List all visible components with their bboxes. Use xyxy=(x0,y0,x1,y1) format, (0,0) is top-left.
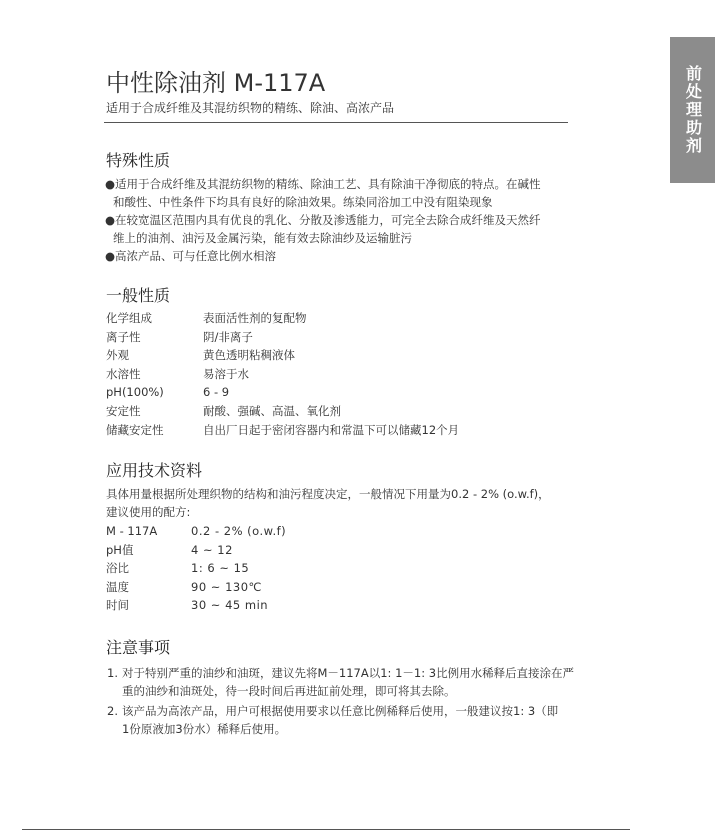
property-label: 外观 xyxy=(106,348,129,362)
property-value: 黄色透明粘稠液体 xyxy=(203,348,295,362)
property-value: 阴/非离子 xyxy=(203,330,253,344)
note-line: 1份原液加3份水）稀释后使用。 xyxy=(122,722,287,736)
property-label: 离子性 xyxy=(106,330,141,344)
recipe-value: 90 ~ 130℃ xyxy=(191,580,262,594)
recipe-value: 30 ~ 45 min xyxy=(191,598,269,612)
recipe-value: 1: 6 ~ 15 xyxy=(191,561,250,575)
property-label: pH(100%) xyxy=(106,385,164,399)
page-subtitle: 适用于合成纤维及其混纺织物的精练、除油、高浓产品 xyxy=(106,101,395,115)
special-line: 维上的油剂、油污及金属污染，能有效去除油纱及运输脏污 xyxy=(113,231,412,245)
section-heading-notes: 注意事项 xyxy=(106,638,171,657)
page-title: 中性除油剂 M-117A xyxy=(106,69,326,97)
special-line: 和酸性、中性条件下均具有良好的除油效果。练染同浴加工中没有阻染现象 xyxy=(113,195,493,209)
section-heading-general: 一般性质 xyxy=(106,286,171,305)
property-value: 易溶于水 xyxy=(203,367,249,381)
property-value: 表面活性剂的复配物 xyxy=(203,311,307,325)
special-line: ●适用于合成纤维及其混纺织物的精练、除油工艺、具有除油干净彻底的特点。在碱性 xyxy=(105,177,541,191)
special-line: ●高浓产品、可与任意比例水相溶 xyxy=(105,249,277,263)
property-label: 安定性 xyxy=(106,404,141,418)
recipe-value: 4 ~ 12 xyxy=(191,543,233,557)
application-intro: 建议使用的配方: xyxy=(106,505,191,519)
property-value: 6 - 9 xyxy=(203,385,230,399)
recipe-label: 时间 xyxy=(106,598,129,612)
property-value: 耐酸、强碱、高温、氧化剂 xyxy=(203,404,341,418)
note-line: 对于特别严重的油纱和油斑，建议先将M－117A以1: 1－1: 3比例用水稀释后直接涂在严 xyxy=(122,666,575,680)
section-heading-special: 特殊性质 xyxy=(106,151,171,170)
recipe-label: pH值 xyxy=(106,543,134,557)
title-divider xyxy=(104,122,568,123)
application-intro: 具体用量根据所处理织物的结构和油污程度决定，一般情况下用量为0.2 - 2% (o.w.f)， xyxy=(106,487,550,501)
recipe-label: 浴比 xyxy=(106,561,129,575)
footer-divider xyxy=(22,829,630,830)
recipe-value: 0.2 - 2% (o.w.f) xyxy=(191,524,287,538)
note-number: 2. xyxy=(107,704,118,718)
note-number: 1. xyxy=(107,666,118,680)
property-label: 化学组成 xyxy=(106,311,152,325)
section-heading-application: 应用技术资料 xyxy=(106,461,203,480)
property-label: 储藏安定性 xyxy=(106,423,164,437)
note-line: 重的油纱和油斑处，待一段时间后再进缸前处理，即可将其去除。 xyxy=(122,684,456,698)
note-line: 该产品为高浓产品，用户可根据使用要求以任意比例稀释后使用，一般建议按1: 3（即 xyxy=(122,704,559,718)
special-line: ●在较宽温区范围内具有优良的乳化、分散及渗透能力，可完全去除合成纤维及天然纤 xyxy=(105,213,541,227)
property-value: 自出厂日起于密闭容器内和常温下可以储藏12个月 xyxy=(203,423,460,437)
property-label: 水溶性 xyxy=(106,367,141,381)
category-tab xyxy=(670,37,715,183)
recipe-label: 温度 xyxy=(106,580,129,594)
category-tab-label: 前处理助剂 xyxy=(683,65,703,155)
recipe-label: M - 117A xyxy=(106,524,158,538)
